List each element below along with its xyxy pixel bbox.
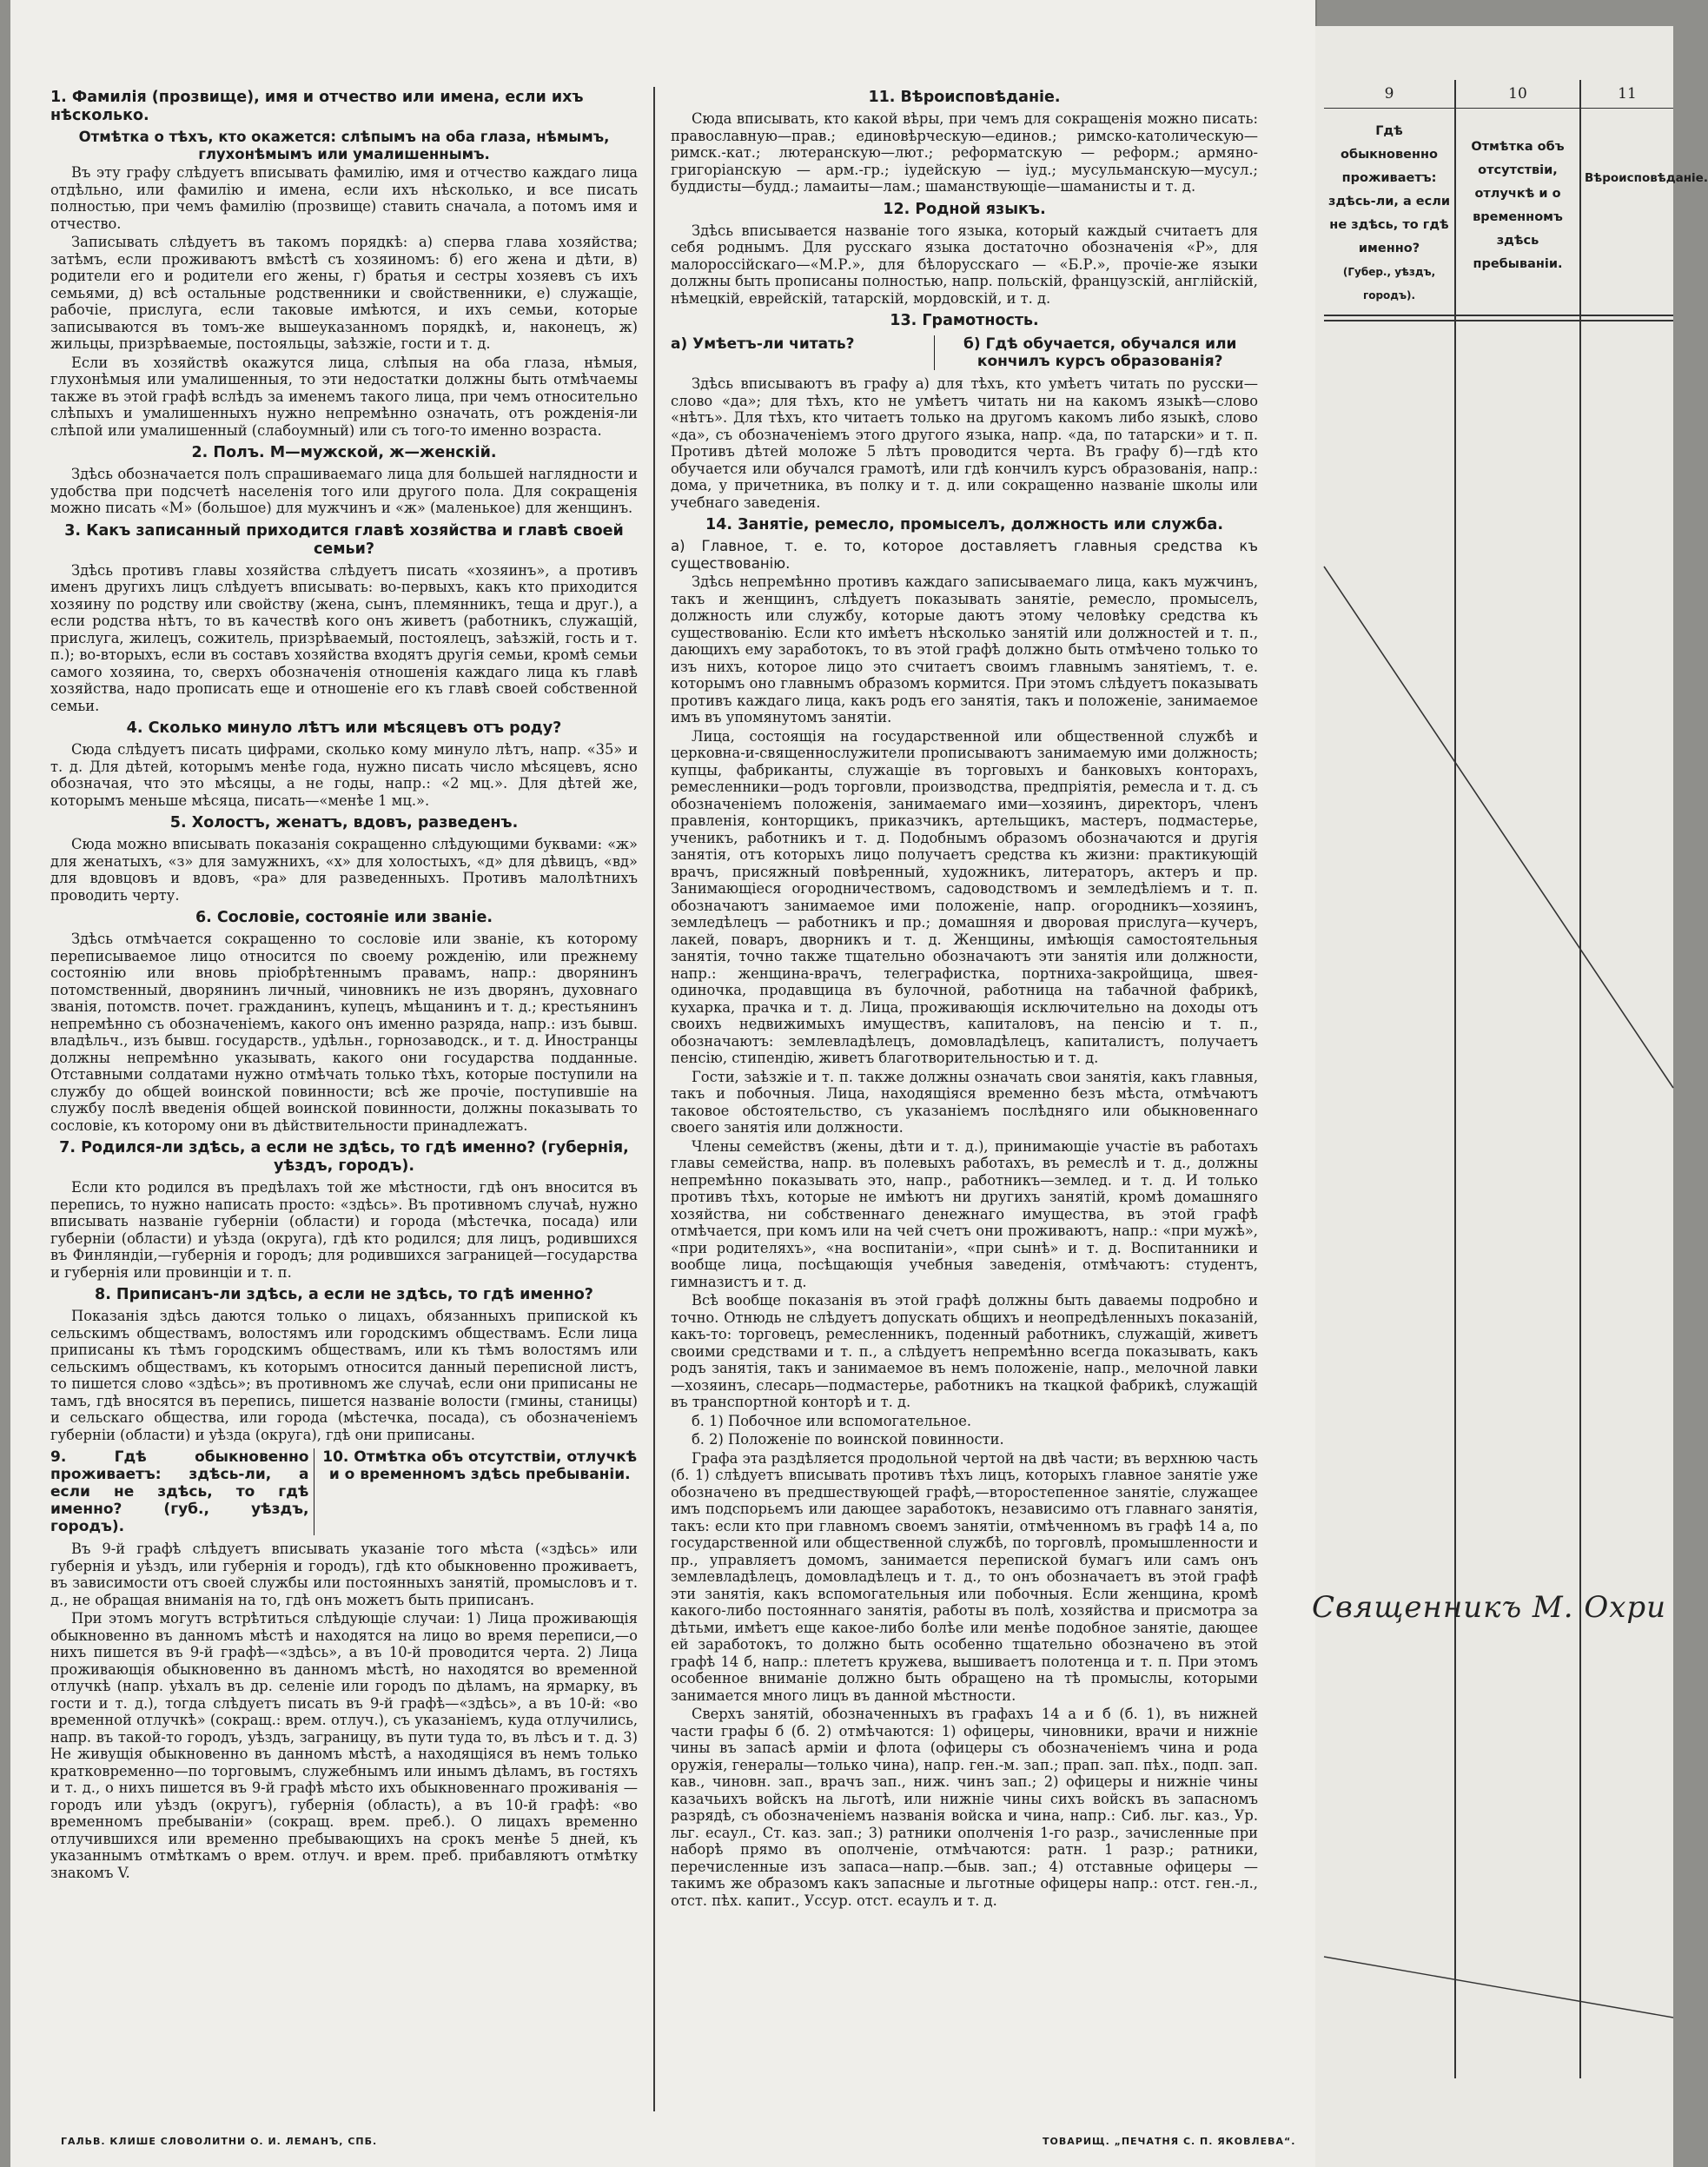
section-3-title: 3. Какъ записанный приходится главѣ хозяйства и главѣ своей семьи? bbox=[64, 521, 624, 558]
printer-credit-left: ГАЛЬВ. КЛИШЕ СЛОВОЛИТНИ О. И. ЛЕМАНЪ, СПБ. bbox=[61, 2136, 378, 2147]
section-1-title: 1. Фамилія (прозвище), имя и отчество или имена, если ихъ нѣсколько. bbox=[50, 89, 584, 124]
column-divider bbox=[653, 87, 655, 2111]
handwritten-signature: Священникъ М. Охри bbox=[1312, 1590, 1667, 1625]
col-9-header-text: Гдѣ обыкновенно проживаетъ: здѣсь-ли, а если не здѣсь, то гдѣ именно? bbox=[1328, 124, 1450, 255]
col-9-number: 9 bbox=[1324, 80, 1454, 109]
sections-9-10-header bbox=[50, 1448, 638, 1535]
section-6-text: Здѣсь отмѣчается сокращенно то сословіе или званіе, къ которому переписываемое лицо относится по своему рожденію, или прежнему состоянію или вновь пріобрѣтеннымъ правамъ, напр.: дворянинъ потомственный, дворянинъ личный, чиновникъ не изъ дворянъ, духовнаго званія, потомств. почет. гражданинъ, купецъ, мѣщанинъ и т. д.; крестьянинъ непремѣнно съ обозначеніемъ, какого онъ именно разряда, напр.: изъ бывш. владѣльч., изъ бывш. государств., удѣльн., горнозаводск., и т. д. Иностранцы должны непремѣнно указывать, какого они государства подданные. Отставными солдатами нужно отмѣчать только тѣхъ, которые поступили на службу до общей воинской повинности; всѣ же прочіе, поступившіе на службу послѣ введенія общей воинской повинности, должны показывать то сословіе, къ которому они въ дѣйствительности принадлежатъ. bbox=[50, 931, 638, 1134]
section-13-title: 13. Грамотность. bbox=[890, 312, 1039, 329]
section-10-title: 10. Отмѣтка объ отсутствіи, отлучкѣ и о временномъ здѣсь пребываніи. bbox=[322, 1448, 638, 1483]
right-column bbox=[671, 83, 1258, 1911]
section-13-text: Здѣсь вписываютъ въ графу а) для тѣхъ, кто умѣетъ читать по русски—слово «да»; для тѣхъ, кто не умѣетъ читать ни на какомъ языкѣ—слово «нѣтъ». Для тѣхъ, кто читаетъ только на другомъ какомъ либо языкѣ, слово «да», съ обозначеніемъ этого другого языка, напр. «да, по татарски» и т. п. Противъ дѣтей моложе 5 лѣтъ проводится черта. Въ графу б)—гдѣ кто обучается или обучался грамотѣ, или гдѣ кончилъ курсъ образованія, напр.: дома, у причетника, въ полку и т. д. или сокращенно названіе школы или учебнаго заведенія. bbox=[671, 375, 1258, 511]
section-11-title: 11. Вѣроисповѣданіе. bbox=[868, 89, 1061, 106]
section-8-title: 8. Приписанъ-ли здѣсь, а если не здѣсь, то гдѣ именно? bbox=[95, 1286, 593, 1303]
section-9-text: Въ 9-й графѣ слѣдуетъ вписывать указаніе того мѣста («здѣсь» или губернія и уѣздъ, или губернія и городъ), гдѣ кто обыкновенно проживаетъ, въ зависимости отъ своей службы или постоянныхъ занятій, промысловъ и т. д., не обращая вниманія на то, гдѣ онъ можетъ быть приписанъ. bbox=[50, 1541, 638, 1608]
section-12-text: Здѣсь вписывается названіе того языка, который каждый считаетъ для себя роднымъ. Для русскаго языка достаточно обозначенія «Р», для малороссійскаго—«М.Р.», для бѣлорусскаго — «Б.Р.», прочіе-же языки должны быть прописаны полностью, напр. польскій, французскій, англійскій, нѣмецкій, еврейскій, татарскій, мордовскій, и т. д. bbox=[671, 222, 1258, 307]
section-14-b1: б. 1) Побочное или вспомогательное. bbox=[692, 1412, 972, 1429]
col-9-header-sub: (Губер., уѣздъ, городъ). bbox=[1342, 266, 1436, 302]
section-13-a: а) Умѣетъ-ли читать? bbox=[671, 335, 935, 370]
section-13-b: б) Гдѣ обучается, обучался или кончилъ курсъ образованія? bbox=[963, 335, 1237, 370]
section-2-text: Здѣсь обозначается полъ спрашиваемаго лица для большей наглядности и удобства при подсчетѣ населенія того или другого пола. Для сокращенія можно писать «М» (большое) для мужчинъ и «ж» (маленькое) для женщинъ. bbox=[50, 466, 638, 516]
section-13-subheader bbox=[671, 335, 1258, 370]
census-form-columns bbox=[1324, 80, 1708, 2078]
section-5-text: Сюда можно вписывать показанія сокращенно слѣдующими буквами: «ж» для женатыхъ, «з» для замужнихъ, «х» для холостыхъ, «д» для дѣвицъ, «вд» для вдовцовъ и вдовъ, «ра» для разведенныхъ. Противъ малолѣтнихъ проводить черту. bbox=[50, 836, 638, 904]
section-14-b2: б. 2) Положеніе по воинской повинности. bbox=[692, 1431, 1004, 1448]
section-1-text: Если въ хозяйствѣ окажутся лица, слѣпыя на оба глаза, нѣмыя, глухонѣмыя или умалишенныя, то эти недостатки должны быть отмѣчаемы также въ этой графѣ вслѣдъ за именемъ такого лица, при чемъ относительно слѣпыхъ и умалишенныхъ нужно непремѣнно означать, отъ рожденія-ли слѣпой или умалишенный (слабоумный) или съ того-то именно возраста. bbox=[50, 354, 638, 439]
col-11-number: 11 bbox=[1581, 80, 1673, 109]
section-7-title: 7. Родился-ли здѣсь, а если не здѣсь, то гдѣ именно? (губернія, уѣздъ, городъ). bbox=[59, 1139, 629, 1175]
section-14-title: 14. Занятіе, ремесло, промыселъ, должность или служба. bbox=[705, 516, 1223, 533]
section-14-text: Гости, заѣзжіе и т. п. также должны означать свои занятія, какъ главныя, такъ и побочныя. Лица, находящіяся временно безъ мѣста, отмѣчаютъ таковое обстоятельство, съ указаніемъ послѣдняго или обыкновеннаго своего занятія или должности. bbox=[671, 1068, 1258, 1136]
section-9-title: 9. Гдѣ обыкновенно проживаетъ: здѣсь-ли, а если не здѣсь, то гдѣ именно? (губ., уѣздъ, городъ). bbox=[50, 1448, 314, 1535]
section-11-text: Сюда вписывать, кто какой вѣры, при чемъ для сокращенія можно писать: православную—прав.; единовѣрческую—единов.; римско-католическую—римск.-кат.; лютеранскую—лют.; реформатскую — реформ.; армяно-григоріанскую — арм.-гр.; іудейскую — іуд.; мусульманскую—мусул.; буддисты—будд.; ламаиты—лам.; шаманствующіе—шаманисты и т. д. bbox=[671, 110, 1258, 195]
printer-credit-right: ТОВАРИЩ. „ПЕЧАТНЯ С. П. ЯКОВЛЕВА“. bbox=[1043, 2136, 1296, 2147]
section-7-text: Если кто родился въ предѣлахъ той же мѣстности, гдѣ онъ вносится въ перепись, то нужно написать просто: «здѣсь». Въ противномъ случаѣ, нужно вписывать названіе губерніи (области) и города (мѣстечка, посада) или губерніи (области) и уѣзда (округа), гдѣ кто родился; для лицъ, родившихся въ Финляндіи,—губернія и городъ; для родившихся заграницей—государства и губернія или провинціи и т. п. bbox=[50, 1179, 638, 1281]
section-2-title: 2. Полъ. М—мужской, ж—женскій. bbox=[191, 444, 497, 461]
section-14-a: а) Главное, т. е. то, которое доставляетъ главныя средства къ существованію. bbox=[671, 538, 1258, 572]
diagonal-line bbox=[1324, 1957, 1673, 2018]
left-column bbox=[50, 83, 638, 1883]
section-1-subtitle: Отмѣтка о тѣхъ, кто окажется: слѣпымъ на оба глаза, нѣмымъ, глухонѣмымъ или умалишеннымъ. bbox=[78, 129, 610, 162]
section-8-text: Показанія здѣсь даются только о лицахъ, обязанныхъ припиской къ сельскимъ обществамъ, волостямъ или городскимъ обществамъ. Если лица приписаны къ тѣмъ городскимъ обществамъ, или къ тѣмъ волостямъ или сельскимъ обществамъ, къ которымъ относится данный переписной листъ, то пишется слово «здѣсь»; въ противномъ же случаѣ, если они приписаны не тамъ, гдѣ вносятся въ перепись, пишется названіе волости (гмины, станицы) и сельскаго общества, или города (мѣстечка, посада), съ обозначеніемъ губерніи (области) и уѣзда (округа), гдѣ они приписаны. bbox=[50, 1308, 638, 1443]
section-14-text: Сверхъ занятій, обозначенныхъ въ графахъ 14 а и б (б. 1), въ нижней части графы б (б. 2) отмѣчаются: 1) офицеры, чиновники, врачи и нижніе чины въ запасѣ арміи и флота (офицеры съ обозначеніемъ чина и рода оружія, генералы—только чина), напр. ген.-м. зап.; прап. зап. пѣх., подп. зап. кав., чиновн. зап., врачъ зап., ниж. чинъ зап.; 2) офицеры и нижніе чины казачьихъ войскъ на льготѣ, или нижніе чины сихъ войскъ въ запасномъ разрядѣ, съ обозначеніемъ названія войска и чина, напр.: Сиб. льг. каз., Ур. льг. есаул., Ст. каз. зап.; 3) ратники ополченія 1-го разр., зачисленные при наборѣ прямо въ ополченіе, отмѣчаются: ратн. 1 разр.; ратники, перечисленные изъ запаса—напр.—быв. зап.; 4) отставные офицеры — такимъ же образомъ какъ запасные и льготные офицеры напр.: отст. ген.-л., отст. пѣх. капит., Уссур. отст. есаулъ и т. д. bbox=[671, 1706, 1258, 1909]
col-10-number: 10 bbox=[1456, 80, 1579, 109]
section-6-title: 6. Сословіе, состояніе или званіе. bbox=[195, 909, 493, 926]
section-12-title: 12. Родной языкъ. bbox=[883, 200, 1046, 218]
section-3-text: Здѣсь противъ главы хозяйства слѣдуетъ писать «хозяинъ», а противъ именъ другихъ лицъ слѣдуетъ вписывать: во-первыхъ, какъ кто приходится хозяину по родству или свойству (жена, сынъ, племянникъ, теща и друг.), а если родства нѣтъ, то въ качествѣ кого онъ живетъ (работникъ, служащій, прислуга, жилецъ, сожитель, призрѣваемый, постоялецъ, заѣзжій, гость и т. п.); во-вторыхъ, если въ составъ хозяйства входятъ другія семьи, кромѣ семьи самого хозяина, то, сверхъ обозначенія отношенія каждаго лица къ главѣ хозяйства, надо прописать еще и отношеніе его къ главѣ своей собственной семьи. bbox=[50, 561, 638, 714]
col-10-header: Отмѣтка объ отсутствіи, отлучкѣ и о временномъ здѣсь пребываніи. bbox=[1471, 140, 1565, 271]
section-1-text: Записывать слѣдуетъ въ такомъ порядкѣ: а) сперва глава хозяйства; затѣмъ, если проживаютъ вмѣстѣ съ хозяиномъ: б) его жена и дѣти, в) родители его и родители его жены, г) братья и сестры хозяевъ съ ихъ семьями, д) всѣ остальные родственники и свойственники, е) служащіе, рабочіе, прислуга, если таковые имѣются, и ихъ семьи, которые записываются въ томъ-же вышеуказанномъ порядкѣ, и, наконецъ, ж) жильцы, призрѣваемые, постояльцы, заѣзжіе, гости и т. д. bbox=[50, 234, 638, 352]
section-14-text: Графа эта раздѣляется продольной чертой на двѣ части; въ верхнюю часть (б. 1) слѣдуетъ вписывать противъ тѣхъ лицъ, которыхъ главное занятіе уже обозначено въ предшествующей графѣ,—второстепенное занятіе, служащее имъ подспорьемъ или дающее заработокъ, независимо отъ главнаго занятія, такъ: если кто при главномъ своемъ занятіи, отмѣченномъ въ графѣ 14 а, по государственной или общественной службѣ, по торговлѣ, промышленности и пр., управляетъ домомъ, занимается перепиской бумагъ или самъ онъ землевладѣлецъ, домовладѣлецъ и т. д., то онъ обозначаетъ въ этой графѣ эти занятія, какъ вспомогательныя или побочныя. Если женщина, кромѣ какого-либо постояннаго занятія, работы въ полѣ, хозяйства и присмотра за дѣтьми, имѣетъ еще какое-либо болѣе или менѣе подобное занятіе, дающее ей заработокъ, то должно быть особенно тщательно обозначено въ этой графѣ 14 б, напр.: плететъ кружева, вышиваетъ полотенца и т. п. При этомъ особенное вниманіе должно быть обращено на тѣ промыслы, которыми занимается много лицъ въ данной мѣстности. bbox=[671, 1449, 1258, 1704]
section-4-title: 4. Сколько минуло лѣтъ или мѣсяцевъ отъ роду? bbox=[126, 719, 562, 737]
section-14-text: Здѣсь непремѣнно противъ каждаго записываемаго лица, какъ мужчинъ, такъ и женщинъ, слѣдуетъ показывать занятіе, ремесло, промыселъ, должность или службу, которые даютъ этому человѣку средства къ существованію. Если кто имѣетъ нѣсколько занятій или должностей и т. п., дающихъ ему заработокъ, то въ этой графѣ должно быть отмѣчено только то изъ нихъ, которое лицо это считаетъ своимъ главнымъ занятіемъ, т. е. которымъ оно главнымъ образомъ кормится. При этомъ слѣдуетъ показывать противъ каждаго лица, какъ родъ его занятія, такъ и положеніе, занимаемое имъ въ упомянутомъ занятіи. bbox=[671, 573, 1258, 726]
col-11-header: Вѣроисповѣданіе. bbox=[1585, 171, 1708, 185]
section-14-text: Лица, состоящія на государственной или общественной службѣ и церковна-и-священнослужители прописываютъ занимаемую ими должность; купцы, фабриканты, служащіе въ торговыхъ и банковыхъ конторахъ, ремесленники—родъ торговли, производства, предпріятія, ремесла и т. д. съ обозначеніемъ положенія, занимаемаго ими—хозяинъ, директоръ, членъ правленія, конторщикъ, приказчикъ, артельщикъ, мастеръ, подмастерье, ученикъ, работникъ и т. д. Подобнымъ образомъ обозначаются и другія занятія, отъ которыхъ лицо получаетъ средства къ жизни: практикующій врачъ, присяжный повѣренный, художникъ, литераторъ, актеръ и пр. Занимающіеся огородничествомъ, садоводствомъ и земледѣліемъ и т. п. обозначаютъ занимаемое ими положеніе, напр. огородникъ—хозяинъ, земледѣлецъ — работникъ и пр.; домашняя и дворовая прислуга—кучеръ, лакей, поваръ, дворникъ и т. д. Женщины, имѣющія самостоятельныя занятія, точно также тщательно обозначаютъ эти занятія или должности, напр.: женщина-врачъ, телеграфистка, портниха-закройщица, швея-одиночка, продавщица въ булочной, работница на табачной фабрикѣ, кухарка, прачка и т. д. Лица, проживающія исключительно на доходы отъ своихъ недвижимыхъ имуществъ, капиталовъ, на пенсію и т. п., обозначаютъ: землевладѣлецъ, домовладѣлецъ, капиталистъ, получаетъ пенсію, стипендію, живетъ благотворительностью и т. д. bbox=[671, 727, 1258, 1066]
cross-out-lines bbox=[1324, 80, 1708, 2078]
section-1-text: Въ эту графу слѣдуетъ вписывать фамилію, имя и отчество каждаго лица отдѣльно, или фамилію и имена, если ихъ нѣсколько, и все писать полностью, при чемъ фамилію (прозвище) ставить сначала, а потомъ имя и отчество. bbox=[50, 164, 638, 232]
section-9-text: При этомъ могутъ встрѣтиться слѣдующіе случаи: 1) Лица проживающія обыкновенно въ данномъ мѣстѣ и находятся на лицо во время переписи,—о нихъ пишется въ 9-й графѣ—«здѣсь», а въ 10-й проводится черта. 2) Лица проживающія обыкновенно въ данномъ мѣстѣ, но находятся во временной отлучкѣ (напр. уѣхалъ въ др. селеніе или городъ по дѣламъ, на ярмарку, въ гости и т. д.), тогда слѣдуетъ писать въ 9-й графѣ—«здѣсь», а въ 10-й: «во временной отлучкѣ» (сокращ.: врем. отлуч.), съ указаніемъ, куда отлучились, напр. въ такой-то городъ, уѣздъ, заграницу, въ пути туда то, въ лѣсъ и т. д. 3) Не живущія обыкновенно въ данномъ мѣстѣ, а находящіяся въ немъ только кратковременно—по торговымъ, служебнымъ или инымъ дѣламъ, въ гостяхъ и т. д., о нихъ пишется въ 9-й графѣ мѣсто ихъ обыкновеннаго проживанія — городъ или уѣздъ (округъ), губернія (область), а въ 10-й графѣ: «во временномъ пребываніи» (сокращ. врем. преб.). О лицахъ временно отлучившихся или временно пребывающихъ на срокъ менѣе 5 дней, къ указаннымъ отмѣткамъ о врем. отлуч. и врем. преб. прибавляютъ отмѣтку знакомъ V. bbox=[50, 1610, 638, 1881]
section-4-text: Сюда слѣдуетъ писать цифрами, сколько кому минуло лѣтъ, напр. «35» и т. д. Для дѣтей, которымъ менѣе года, нужно писать число мѣсяцевъ, ясно обозначая, что это мѣсяцы, а не годы, напр.: «2 мц.». Для дѣтей же, которымъ меньше мѣсяца, писать—«менѣе 1 мц.». bbox=[50, 741, 638, 809]
section-14-text: Всѣ вообще показанія въ этой графѣ должны быть даваемы подробно и точно. Отнюдь не слѣдуетъ допускать общихъ и неопредѣленныхъ показаній, какъ-то: торговецъ, ремесленникъ, поденный работникъ, служащій, живетъ своими средствами и т. п., а слѣдуетъ непремѣнно всегда показывать, какъ родъ занятія, такъ и занимаемое въ немъ положеніе, напр., мелочной лавки—хозяинъ, слесарь—подмастерье, работникъ на ткацкой фабрикѣ, служащій въ транспортной конторѣ и т. д. bbox=[671, 1292, 1258, 1410]
diagonal-line bbox=[1324, 567, 1673, 1088]
section-14-text: Члены семействъ (жены, дѣти и т. д.), принимающіе участіе въ работахъ главы семейства, напр. въ полевыхъ работахъ, въ ремеслѣ и т. д., должны непремѣнно показывать это, напр., работникъ—землед. и т. д. И только противъ тѣхъ, которые не имѣютъ ни другихъ занятій, кромѣ домашняго хозяйства, ни собственнаго денежнаго имущества, въ этой графѣ отмѣчается, при комъ или на чей счетъ они проживаютъ, напр.: «при мужѣ», «при родителяхъ», «на воспитаніи», «при сынѣ» и т. д. Воспитанники и вообще лица, посѣщающія учебныя заведенія, отмѣчаютъ: студентъ, гимназистъ и т. д. bbox=[671, 1137, 1258, 1290]
section-5-title: 5. Холостъ, женатъ, вдовъ, разведенъ. bbox=[169, 814, 519, 832]
